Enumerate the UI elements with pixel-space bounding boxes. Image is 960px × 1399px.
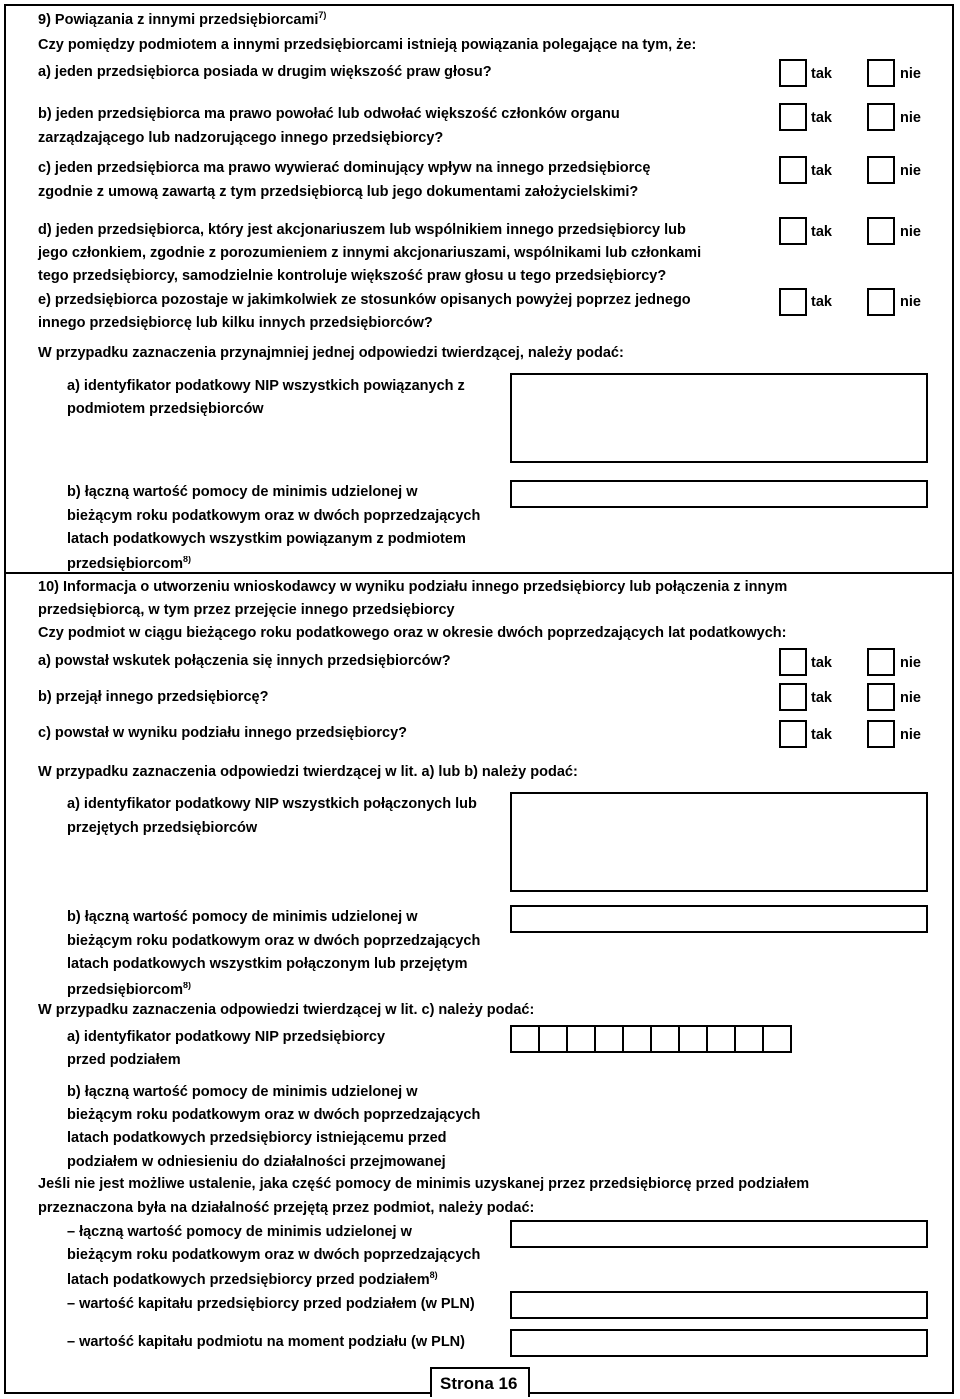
s9-qc-yes-checkbox[interactable]: [779, 156, 807, 184]
s10-fc-b-line1: b) łączną wartość pomocy de minimis udzielonej w: [67, 1084, 418, 1100]
s10-qa-yes-checkbox[interactable]: [779, 648, 807, 676]
s9-qd-yes-label: tak: [811, 224, 832, 240]
s9-heading: 9) Powiązania z innymi przedsiębiorcami$^{7)}$: [38, 10, 327, 28]
nip-digit-box[interactable]: [762, 1025, 792, 1053]
s9-qd-line2: jego członkiem, zgodnie z porozumieniem z innymi akcjonariuszami, wspólnikami lub członkami: [38, 245, 702, 261]
s10-d3: – wartość kapitału podmiotu na moment podziału (w PLN): [67, 1334, 465, 1350]
s9-qa-line1: a) jeden przedsiębiorca posiada w drugim większość praw głosu?: [38, 64, 492, 80]
s9-fa-line2: podmiotem przedsiębiorców: [67, 401, 264, 417]
nip-digit-box[interactable]: [510, 1025, 540, 1053]
s9-qb-line2: zarządzającego lub nadzorującego innego przedsiębiorcy?: [38, 130, 444, 146]
s9-qd-line1: d) jeden przedsiębiorca, który jest akcjonariuszem lub wspólnikiem innego przedsiębiorcy lub: [38, 222, 686, 238]
s9-qc-no-label: nie: [900, 163, 921, 179]
s10-if-c: W przypadku zaznaczenia odpowiedzi twierdzącej w lit. c) należy podać:: [38, 1002, 535, 1018]
s9-fb-line4: przedsiębiorcom$^{8)}$: [67, 556, 192, 572]
s9-fb-line3: latach podatkowych wszystkim powiązanym z podmiotem: [67, 531, 466, 547]
s9-qc-no-checkbox[interactable]: [867, 156, 895, 184]
s9-qb-yes-label: tak: [811, 110, 832, 126]
s9-intro: Czy pomiędzy podmiotem a innymi przedsiębiorcami istnieją powiązania polegające na tym, że:: [38, 37, 697, 53]
s10-qb-line1: b) przejął innego przedsiębiorcę?: [38, 689, 269, 705]
s10-fc-b-line4: podziałem w odniesieniu do działalności przejmowanej: [67, 1154, 446, 1170]
nip-digit-box[interactable]: [566, 1025, 596, 1053]
s10-fa-line2: przejętych przedsiębiorców: [67, 820, 258, 836]
s10-d1-line2: bieżącym roku podatkowym oraz w dwóch poprzedzających: [67, 1247, 481, 1263]
s9-qb-line1: b) jeden przedsiębiorca ma prawo powołać lub odwołać większość członków organu: [38, 106, 620, 122]
s10-qc-no-label: nie: [900, 727, 921, 743]
s10-d1-line1: – łączną wartość pomocy de minimis udzielonej w: [67, 1224, 412, 1240]
s9-qb-yes-checkbox[interactable]: [779, 103, 807, 131]
s10-qb-no-checkbox[interactable]: [867, 683, 895, 711]
s9-fb-line2: bieżącym roku podatkowym oraz w dwóch poprzedzających: [67, 508, 481, 524]
s10-qb-yes-checkbox[interactable]: [779, 683, 807, 711]
s9-qa-yes-checkbox[interactable]: [779, 59, 807, 87]
s10-fc-b-line2: bieżącym roku podatkowym oraz w dwóch poprzedzających: [67, 1107, 481, 1123]
s9-qe-yes-checkbox[interactable]: [779, 288, 807, 316]
s10-d1-field[interactable]: [510, 1220, 928, 1248]
s10-if-ab: W przypadku zaznaczenia odpowiedzi twierdzącej w lit. a) lub b) należy podać:: [38, 764, 578, 780]
s10-fc-a-line2: przed podziałem: [67, 1052, 181, 1068]
s9-if-yes: W przypadku zaznaczenia przynajmniej jednej odpowiedzi twierdzącej, należy podać:: [38, 345, 624, 361]
s10-qa-yes-label: tak: [811, 655, 832, 671]
s9-qe-yes-label: tak: [811, 294, 832, 310]
s9-qe-no-label: nie: [900, 294, 921, 310]
s10-qc-no-checkbox[interactable]: [867, 720, 895, 748]
s10-fb-line2: bieżącym roku podatkowym oraz w dwóch poprzedzających: [67, 933, 481, 949]
nip-digit-box[interactable]: [594, 1025, 624, 1053]
s9-qe-line2: innego przedsiębiorcę lub kilku innych przedsiębiorców?: [38, 315, 433, 331]
s10-value-field[interactable]: [510, 905, 928, 933]
s10-qa-line1: a) powstał wskutek połączenia się innych przedsiębiorców?: [38, 653, 451, 669]
s10-fb-line4: przedsiębiorcom$^{8)}$: [67, 982, 192, 998]
s9-qc-yes-label: tak: [811, 163, 832, 179]
s9-qe-no-checkbox[interactable]: [867, 288, 895, 316]
nip-digit-box[interactable]: [734, 1025, 764, 1053]
s9-qc-line1: c) jeden przedsiębiorca ma prawo wywierać dominujący wpływ na innego przedsiębiorcę: [38, 160, 651, 176]
s9-qb-no-label: nie: [900, 110, 921, 126]
s10-heading-line1: 10) Informacja o utworzeniu wnioskodawcy w wyniku podziału innego przedsiębiorcy lub połączenia z innym: [38, 579, 788, 595]
s10-qc-yes-label: tak: [811, 727, 832, 743]
s9-qe-line1: e) przedsiębiorca pozostaje w jakimkolwiek ze stosunków opisanych powyżej poprzez jednego: [38, 292, 691, 308]
s9-qa-no-label: nie: [900, 66, 921, 82]
s10-qb-no-label: nie: [900, 690, 921, 706]
s10-fa-line1: a) identyfikator podatkowy NIP wszystkich połączonych lub: [67, 796, 477, 812]
s10-qa-no-label: nie: [900, 655, 921, 671]
s9-nip-field[interactable]: [510, 373, 928, 463]
s9-qc-line2: zgodnie z umową zawartą z tym przedsiębiorcą lub jego dokumentami założycielskimi?: [38, 184, 639, 200]
s10-d2: – wartość kapitału przedsiębiorcy przed podziałem (w PLN): [67, 1296, 475, 1312]
s10-impossible-line1: Jeśli nie jest możliwe ustalenie, jaka część pomocy de minimis uzyskanej przez przedsiębiorcę przed podziałem: [38, 1176, 810, 1192]
page-number-box: [430, 1367, 530, 1397]
s9-qd-no-checkbox[interactable]: [867, 217, 895, 245]
s10-nip-field[interactable]: [510, 792, 928, 892]
s9-fb-line1: b) łączną wartość pomocy de minimis udzielonej w: [67, 484, 418, 500]
s9-qd-line3: tego przedsiębiorcy, samodzielnie kontroluje większość praw głosu u tego przedsiębiorcy?: [38, 268, 667, 284]
s10-qc-yes-checkbox[interactable]: [779, 720, 807, 748]
s10-d3-field[interactable]: [510, 1329, 928, 1357]
nip-digit-box[interactable]: [538, 1025, 568, 1053]
s9-qb-no-checkbox[interactable]: [867, 103, 895, 131]
s9-qa-yes-label: tak: [811, 66, 832, 82]
s10-d1-line3: latach podatkowych przedsiębiorcy przed podziałem$^{8)}$: [67, 1270, 438, 1288]
s9-value-field[interactable]: [510, 480, 928, 508]
s9-qa-no-checkbox[interactable]: [867, 59, 895, 87]
section-divider: [4, 572, 954, 574]
s10-fb-line1: b) łączną wartość pomocy de minimis udzielonej w: [67, 909, 418, 925]
s9-fa-line1: a) identyfikator podatkowy NIP wszystkich powiązanych z: [67, 378, 465, 394]
s10-fc-a-line1: a) identyfikator podatkowy NIP przedsiębiorcy: [67, 1029, 386, 1045]
s9-qd-no-label: nie: [900, 224, 921, 240]
nip-digit-box[interactable]: [622, 1025, 652, 1053]
nip-digit-box[interactable]: [706, 1025, 736, 1053]
s10-fc-b-line3: latach podatkowych przedsiębiorcy istniejącemu przed: [67, 1130, 447, 1146]
s10-qa-no-checkbox[interactable]: [867, 648, 895, 676]
s10-d2-field[interactable]: [510, 1291, 928, 1319]
nip-digit-boxes[interactable]: [510, 1025, 790, 1053]
s10-qc-line1: c) powstał w wyniku podziału innego przedsiębiorcy?: [38, 725, 407, 741]
page-number: Strona 16: [440, 1374, 518, 1393]
s10-impossible-line2: przeznaczona była na działalność przejętą przez podmiot, należy podać:: [38, 1200, 535, 1216]
s9-qd-yes-checkbox[interactable]: [779, 217, 807, 245]
s10-intro: Czy podmiot w ciągu bieżącego roku podatkowego oraz w okresie dwóch poprzedzających lat podatkowych:: [38, 625, 787, 641]
s10-heading-line2: przedsiębiorcą, w tym przez przejęcie innego przedsiębiorcy: [38, 602, 455, 618]
s10-qb-yes-label: tak: [811, 690, 832, 706]
s10-fb-line3: latach podatkowych wszystkim połączonym lub przejętym: [67, 956, 468, 972]
nip-digit-box[interactable]: [678, 1025, 708, 1053]
nip-digit-box[interactable]: [650, 1025, 680, 1053]
